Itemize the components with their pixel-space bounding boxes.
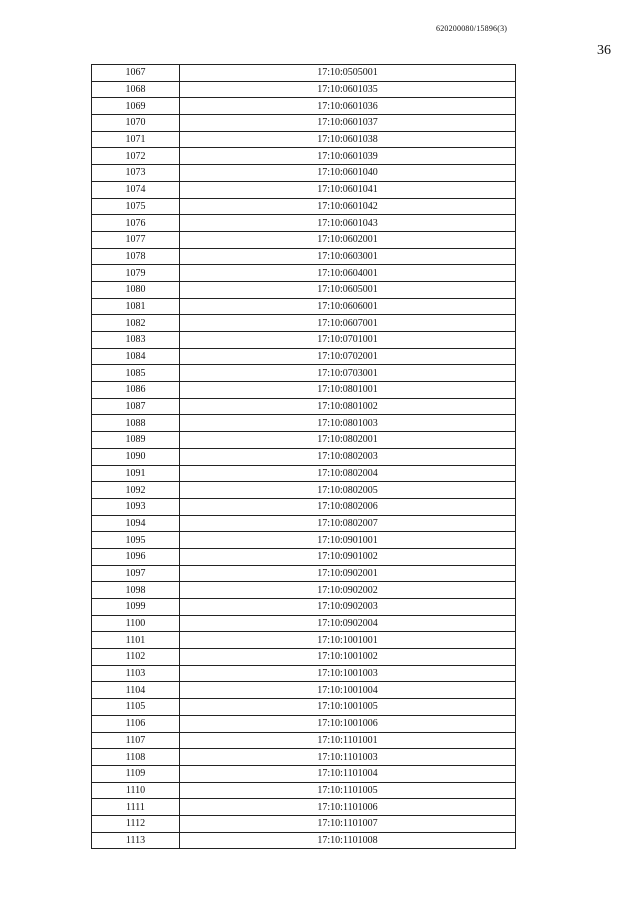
table-row — [92, 765, 516, 782]
cadastral-code: 17:10:1001001 — [180, 632, 516, 649]
row-number: 1083 — [92, 332, 180, 349]
table-row — [92, 81, 516, 98]
cadastral-code: 17:10:1001002 — [180, 649, 516, 666]
row-number: 1102 — [92, 649, 180, 666]
table-row — [92, 115, 516, 132]
table-row — [92, 832, 516, 849]
row-number: 1097 — [92, 565, 180, 582]
table-row — [92, 515, 516, 532]
page-number: 36 — [597, 43, 611, 58]
cadastral-code: 17:10:0601036 — [180, 98, 516, 115]
table-row — [92, 799, 516, 816]
table-row — [92, 382, 516, 399]
table-row — [92, 548, 516, 565]
row-number: 1107 — [92, 732, 180, 749]
row-number: 1071 — [92, 131, 180, 148]
row-number: 1085 — [92, 365, 180, 382]
table-row — [92, 231, 516, 248]
cadastral-code: 17:10:0601038 — [180, 131, 516, 148]
row-number: 1082 — [92, 315, 180, 332]
table-row — [92, 615, 516, 632]
cadastral-code: 17:10:0802003 — [180, 448, 516, 465]
cadastral-code: 17:10:0603001 — [180, 248, 516, 265]
cadastral-code: 17:10:0604001 — [180, 265, 516, 282]
table-row — [92, 432, 516, 449]
cadastral-code: 17:10:1101004 — [180, 765, 516, 782]
table-row — [92, 715, 516, 732]
cadastral-code: 17:10:0901002 — [180, 548, 516, 565]
document-number: 620200080/15896(3) — [436, 24, 508, 33]
cadastral-code: 17:10:0902004 — [180, 615, 516, 632]
cadastral-code: 17:10:0601039 — [180, 148, 516, 165]
cadastral-code: 17:10:0505001 — [180, 65, 516, 82]
table-row — [92, 665, 516, 682]
table-row — [92, 298, 516, 315]
cadastral-code: 17:10:0605001 — [180, 281, 516, 298]
cadastral-table — [91, 64, 516, 849]
table-row — [92, 699, 516, 716]
table-row — [92, 682, 516, 699]
table-row — [92, 482, 516, 499]
table-row — [92, 732, 516, 749]
row-number: 1094 — [92, 515, 180, 532]
row-number: 1075 — [92, 198, 180, 215]
cadastral-code: 17:10:0902001 — [180, 565, 516, 582]
cadastral-code: 17:10:0802005 — [180, 482, 516, 499]
table-row — [92, 332, 516, 349]
row-number: 1078 — [92, 248, 180, 265]
table-row — [92, 315, 516, 332]
cadastral-code: 17:10:0601042 — [180, 198, 516, 215]
table-row — [92, 148, 516, 165]
row-number: 1112 — [92, 815, 180, 832]
table-row — [92, 599, 516, 616]
row-number: 1074 — [92, 181, 180, 198]
row-number: 1080 — [92, 281, 180, 298]
table-row — [92, 465, 516, 482]
table-row — [92, 532, 516, 549]
table-row — [92, 131, 516, 148]
table-row — [92, 365, 516, 382]
row-number: 1091 — [92, 465, 180, 482]
row-number: 1101 — [92, 632, 180, 649]
row-number: 1092 — [92, 482, 180, 499]
row-number: 1087 — [92, 398, 180, 415]
table-row — [92, 98, 516, 115]
row-number: 1099 — [92, 599, 180, 616]
table-row — [92, 415, 516, 432]
table-row — [92, 815, 516, 832]
table-row — [92, 448, 516, 465]
row-number: 1086 — [92, 382, 180, 399]
table-row — [92, 565, 516, 582]
row-number: 1073 — [92, 165, 180, 182]
row-number: 1104 — [92, 682, 180, 699]
table-row — [92, 198, 516, 215]
cadastral-code: 17:10:1001004 — [180, 682, 516, 699]
cadastral-code: 17:10:1001005 — [180, 699, 516, 716]
cadastral-code: 17:10:0801002 — [180, 398, 516, 415]
table-row — [92, 632, 516, 649]
table-row — [92, 265, 516, 282]
cadastral-code: 17:10:1001003 — [180, 665, 516, 682]
table-row — [92, 165, 516, 182]
row-number: 1090 — [92, 448, 180, 465]
cadastral-code: 17:10:0606001 — [180, 298, 516, 315]
row-number: 1081 — [92, 298, 180, 315]
cadastral-code: 17:10:0701001 — [180, 332, 516, 349]
table-row — [92, 498, 516, 515]
row-number: 1096 — [92, 548, 180, 565]
cadastral-code: 17:10:0601041 — [180, 181, 516, 198]
cadastral-code: 17:10:1101007 — [180, 815, 516, 832]
table-row — [92, 248, 516, 265]
row-number: 1076 — [92, 215, 180, 232]
row-number: 1098 — [92, 582, 180, 599]
row-number: 1070 — [92, 115, 180, 132]
row-number: 1084 — [92, 348, 180, 365]
cadastral-code: 17:10:0902003 — [180, 599, 516, 616]
cadastral-code: 17:10:0607001 — [180, 315, 516, 332]
cadastral-code: 17:10:0801001 — [180, 382, 516, 399]
row-number: 1106 — [92, 715, 180, 732]
table-row — [92, 181, 516, 198]
table-row — [92, 215, 516, 232]
row-number: 1079 — [92, 265, 180, 282]
table-row — [92, 348, 516, 365]
cadastral-code: 17:10:1101008 — [180, 832, 516, 849]
table-row — [92, 582, 516, 599]
table-row — [92, 649, 516, 666]
row-number: 1095 — [92, 532, 180, 549]
table-row — [92, 398, 516, 415]
row-number: 1093 — [92, 498, 180, 515]
row-number: 1077 — [92, 231, 180, 248]
cadastral-code: 17:10:1101006 — [180, 799, 516, 816]
cadastral-code: 17:10:0801003 — [180, 415, 516, 432]
table-row — [92, 782, 516, 799]
table-body — [92, 65, 516, 849]
cadastral-code: 17:10:1001006 — [180, 715, 516, 732]
cadastral-code: 17:10:0802001 — [180, 432, 516, 449]
cadastral-code: 17:10:0702001 — [180, 348, 516, 365]
cadastral-code: 17:10:0601040 — [180, 165, 516, 182]
row-number: 1068 — [92, 81, 180, 98]
row-number: 1111 — [92, 799, 180, 816]
table-row — [92, 749, 516, 766]
cadastral-code: 17:10:1101005 — [180, 782, 516, 799]
row-number: 1067 — [92, 65, 180, 82]
row-number: 1113 — [92, 832, 180, 849]
row-number: 1105 — [92, 699, 180, 716]
row-number: 1072 — [92, 148, 180, 165]
cadastral-code: 17:10:0802007 — [180, 515, 516, 532]
cadastral-code: 17:10:0601035 — [180, 81, 516, 98]
row-number: 1108 — [92, 749, 180, 766]
row-number: 1110 — [92, 782, 180, 799]
row-number: 1088 — [92, 415, 180, 432]
cadastral-code: 17:10:1101003 — [180, 749, 516, 766]
cadastral-code: 17:10:0901001 — [180, 532, 516, 549]
cadastral-code: 17:10:0902002 — [180, 582, 516, 599]
row-number: 1100 — [92, 615, 180, 632]
cadastral-code: 17:10:0802006 — [180, 498, 516, 515]
cadastral-code: 17:10:0602001 — [180, 231, 516, 248]
table-row — [92, 281, 516, 298]
row-number: 1069 — [92, 98, 180, 115]
row-number: 1109 — [92, 765, 180, 782]
cadastral-code: 17:10:1101001 — [180, 732, 516, 749]
cadastral-code: 17:10:0601043 — [180, 215, 516, 232]
cadastral-code: 17:10:0703001 — [180, 365, 516, 382]
row-number: 1103 — [92, 665, 180, 682]
table-row — [92, 65, 516, 82]
cadastral-code: 17:10:0802004 — [180, 465, 516, 482]
cadastral-code: 17:10:0601037 — [180, 115, 516, 132]
row-number: 1089 — [92, 432, 180, 449]
